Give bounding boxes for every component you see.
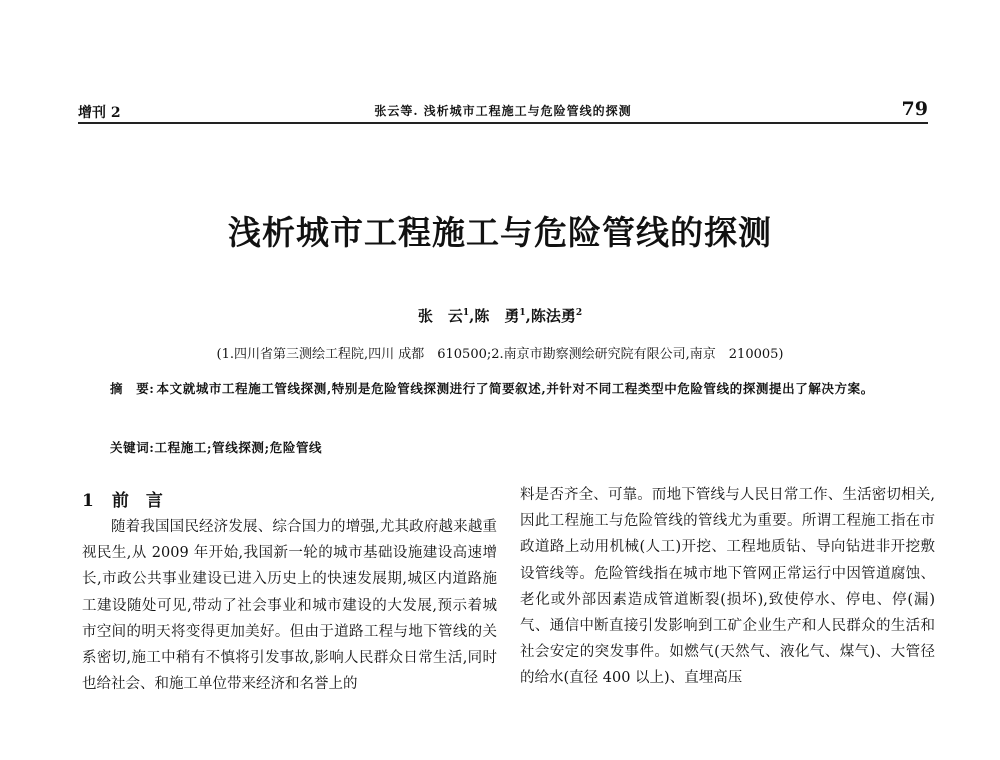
author-affil-mark: 2 <box>575 308 583 318</box>
abstract-label: 摘 要: <box>110 381 155 396</box>
section-number: 1 <box>82 491 94 511</box>
running-header <box>78 96 928 124</box>
abstract-text: 本文就城市工程施工管线探测,特别是危险管线探测进行了简要叙述,并针对不同工程类型中危险管线的探测提出了解决方案。 <box>156 381 874 396</box>
abstract <box>110 376 922 401</box>
section-title: 前 言 <box>111 491 163 511</box>
body-left-column: 随着我国国民经济发展、综合国力的增强,尤其政府越来越重视民生,从 2009 年开始,我国新一轮的城市基础设施建设高速增长,市政公共事业建设已进入历史上的快速发展期,城区内道路施工建设随处可见,带动了社会事业和城市建设的大发展,预示着城市空间的明天将变得更加美好。但由于道路工程与地下管线的关系密切,施工中稍有不慎将引发事故,影响人民群众日常生活,同时也给社会、和施工单位带来经济和名誉上的 <box>82 519 497 693</box>
issue-label: 增刊 2 <box>78 105 121 121</box>
body-right-column: 料是否齐全、可靠。而地下管线与人民日常工作、生活密切相关,因此工程施工与危险管线的管线尤为重要。所谓工程施工指在市政道路上动用机械(人工)开挖、工程地质钻、导向钻进非开挖敷设管线等。危险管线指在城市地下管网正常运行中因管道腐蚀、老化或外部因素造成管道断裂(损坏),致使停水、停电、停(漏)气、通信中断直接引发影响到工矿企业生产和人民群众的生活和社会安定的突发事件。如燃气(天然气、液化气、煤气)、大管径的给水(直径 400 以上)、直埋高压 <box>520 487 935 687</box>
author-line: 张 云$^1$,陈 勇$^1$,陈法勇$^2$ <box>417 307 583 325</box>
keywords-label: 关键词: <box>110 440 155 455</box>
author-name: 陈 勇 <box>474 307 520 325</box>
author-name: 张 云 <box>417 307 463 325</box>
running-title: 张云等. 浅析城市工程施工与危险管线的探测 <box>374 104 632 118</box>
author-name: 陈法勇 <box>530 307 576 325</box>
page-number: 79 <box>901 98 928 120</box>
section-heading <box>82 486 163 511</box>
article-title: 浅析城市工程施工与危险管线的探测 <box>228 213 772 252</box>
keywords <box>110 438 322 456</box>
affiliation: (1.四川省第三测绘工程院,四川 成都 610500;2.南京市勘察测绘研究院有限公司,南京 210005) <box>216 347 784 362</box>
author-affil-mark: 1 <box>519 308 526 318</box>
keywords-text: 工程施工;管线探测;危险管线 <box>154 440 323 455</box>
author-affil-mark: 1 <box>462 308 470 318</box>
